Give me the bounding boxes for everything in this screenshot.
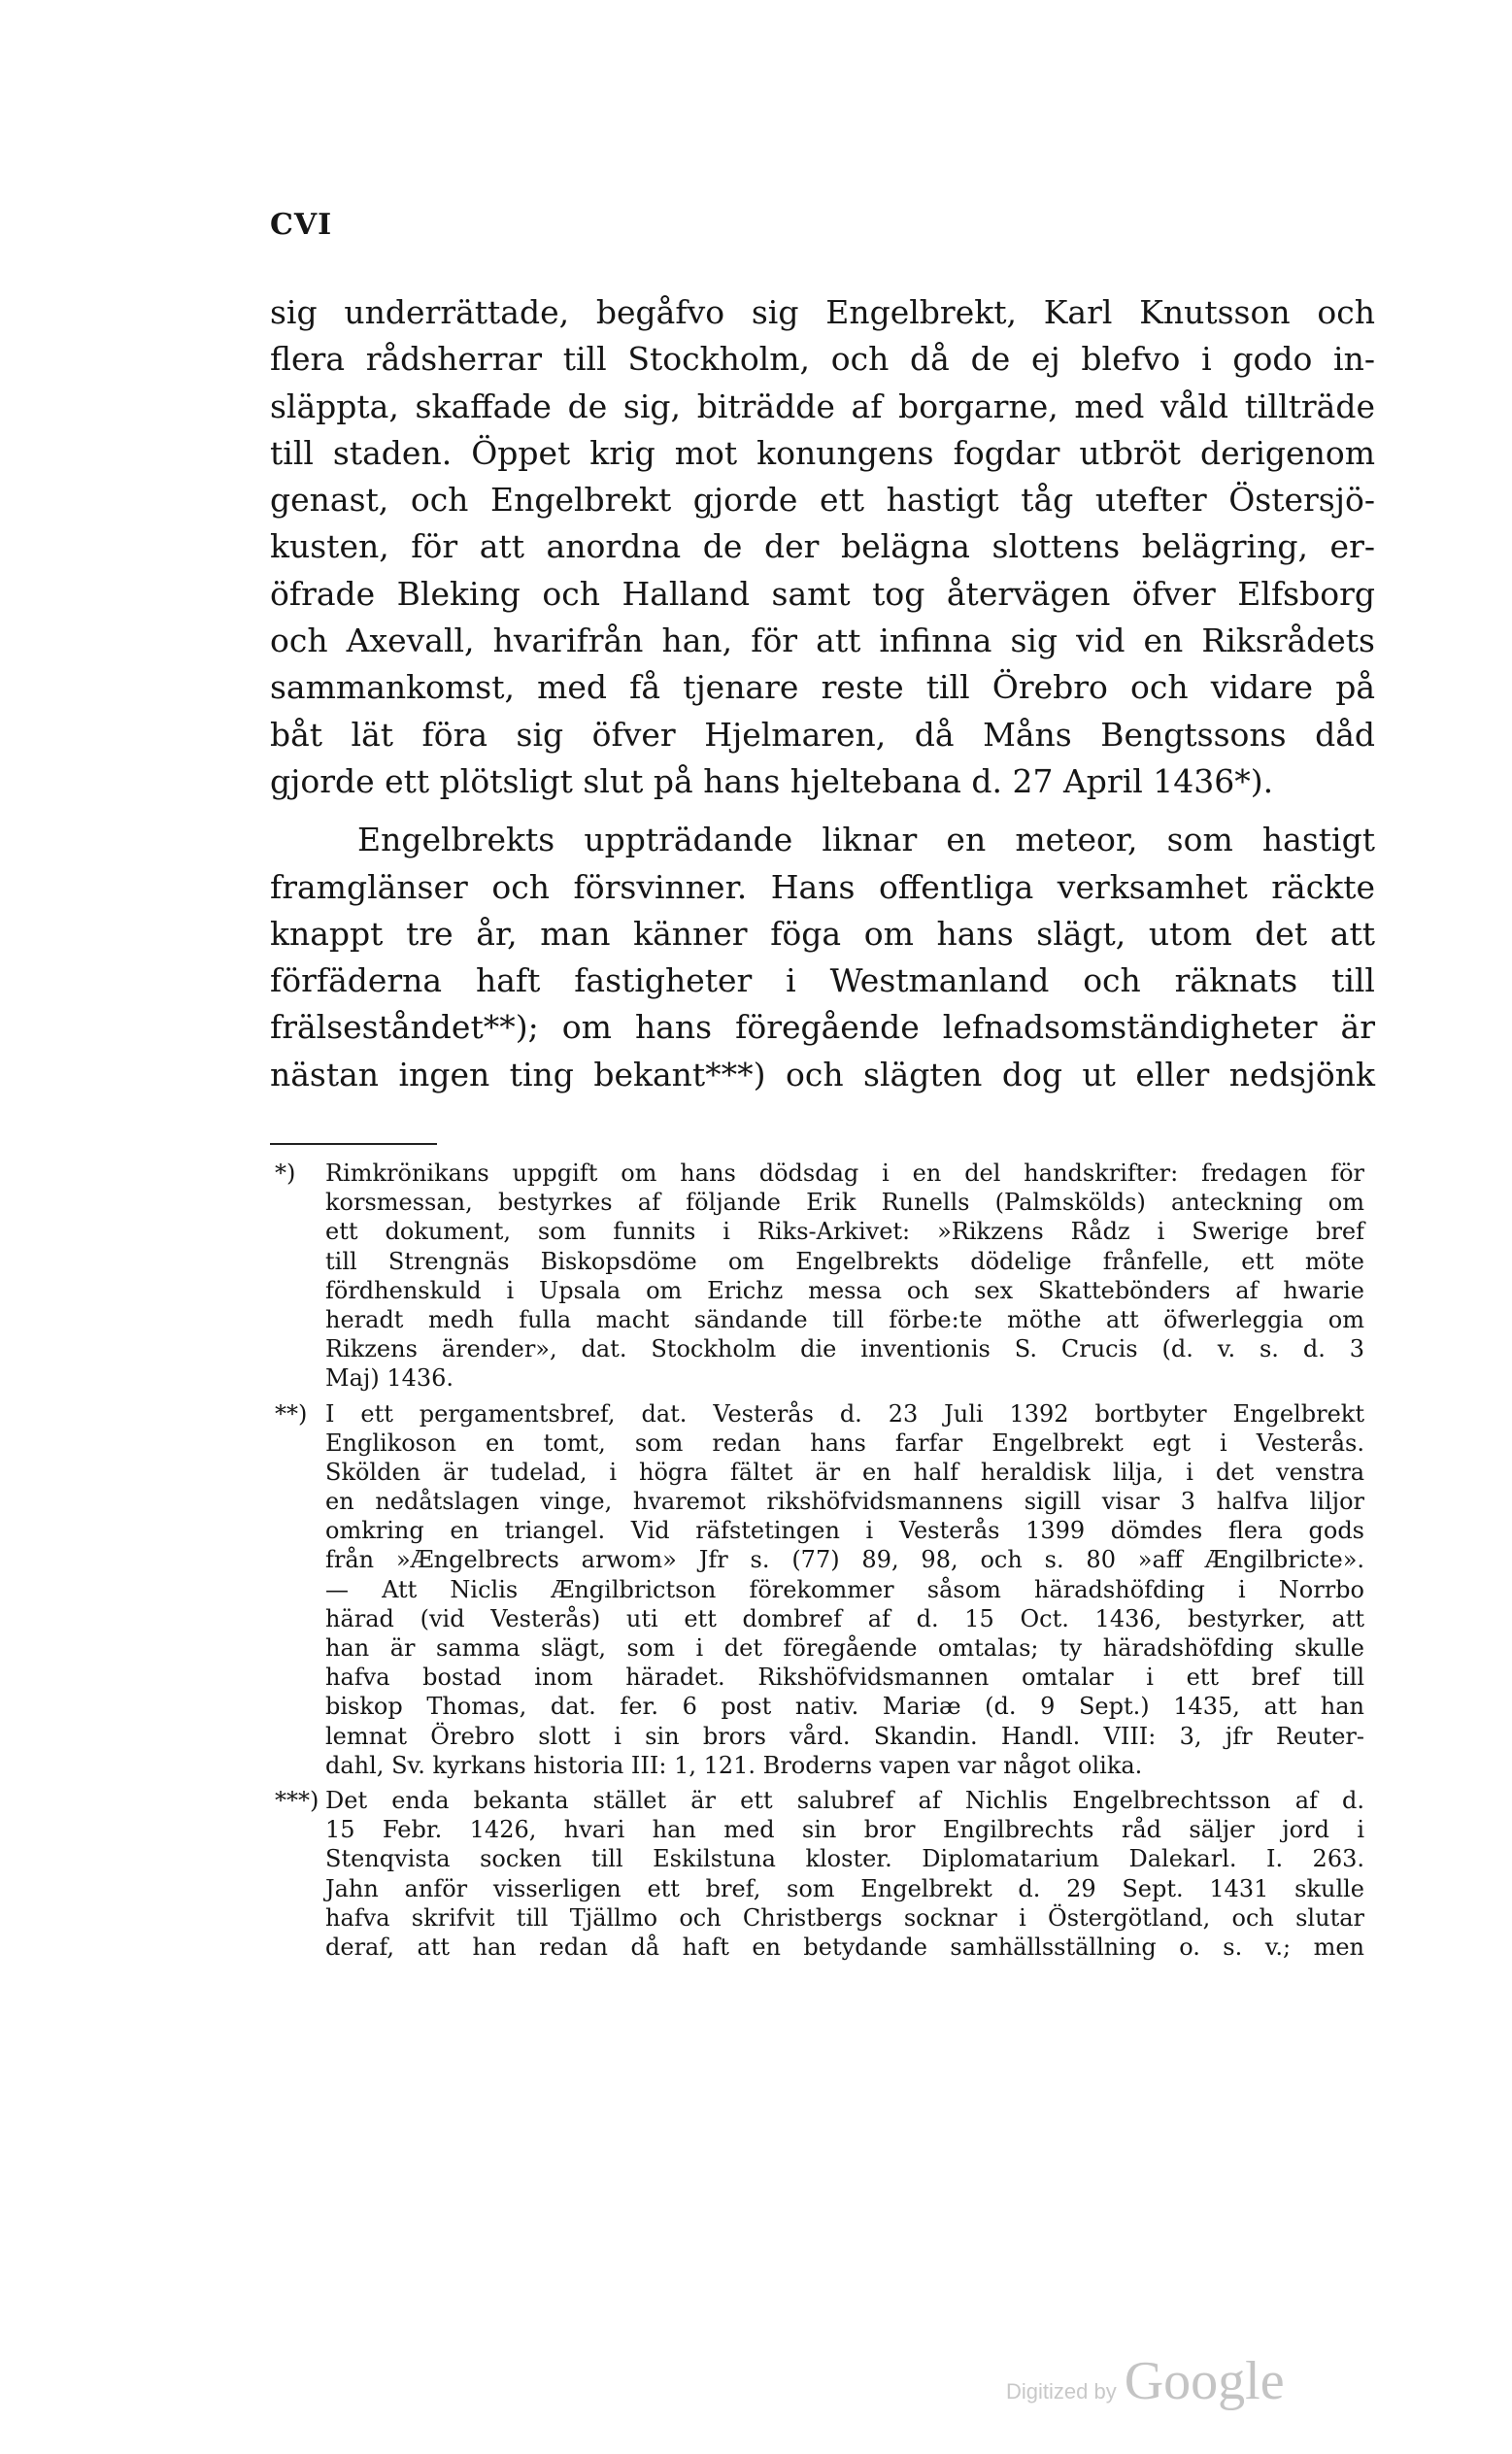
footnote-divider	[270, 1143, 437, 1145]
footnote-2	[275, 1399, 1364, 1780]
text-line: frälseståndet**); om hans föregående lefnadsomständigheter är	[270, 1008, 1375, 1047]
footnote-line: omkring en triangel. Vid räfstetingen i Vesterås 1399 dömdes flera gods	[325, 1517, 1364, 1545]
text-line: förfäderna haft fastigheter i Westmanland och räknats till	[270, 961, 1375, 1000]
text-line: kusten, för att anordna de der belägna slottens belägring, er-	[270, 527, 1375, 566]
text-line: genast, och Engelbrekt gjorde ett hastigt tåg utefter Östersjö-	[270, 481, 1375, 520]
text-line: Engelbrekts uppträdande liknar en meteor, som hastigt	[357, 821, 1375, 859]
text-line: gjorde ett plötsligt slut på hans hjeltebana d. 27 April 1436*).	[270, 761, 1274, 800]
footnote-line	[275, 1786, 1364, 1815]
footnote-line: fördhenskuld i Upsala om Erichz messa och sex Skattebönders af hwarie	[325, 1276, 1364, 1304]
text-line: släppta, skaffade de sig, biträdde af borgarne, med våld tillträde	[270, 387, 1375, 425]
footnote-line: till Strengnäs Biskopsdöme om Engelbrekts dödelige frånfelle, ett möte	[325, 1247, 1364, 1275]
footnote-marker: **)	[275, 1399, 308, 1428]
text-line: knappt tre år, man känner föga om hans slägt, utom det att	[270, 914, 1375, 953]
footnote-line: Englikoson en tomt, som redan hans farfar Engelbrekt egt i Vesterås.	[325, 1429, 1364, 1457]
footnote-1	[275, 1159, 1364, 1394]
text-line: sig underrättade, begåfvo sig Engelbrekt, Karl Knutsson och	[270, 293, 1375, 331]
paragraph-gap	[270, 805, 1375, 817]
footnotes	[275, 1159, 1364, 1967]
footnote-line: en nedåtslagen vinge, hvaremot rikshöfvidsmannens sigill visar 3 halfva liljor	[325, 1488, 1364, 1516]
footnote-line: Rikzens ärender», dat. Stockholm die inventionis S. Crucis (d. v. s. d. 3	[325, 1335, 1364, 1363]
footnote-marker: *)	[275, 1160, 296, 1187]
footnote-line: — Att Niclis Ængilbrictson förekommer såsom häradshöfding i Norrbo	[325, 1575, 1364, 1603]
main-text	[270, 289, 1375, 1098]
footnote-line: han är samma slägt, som i det föregående omtalas; ty häradshöfding skulle	[325, 1634, 1364, 1662]
footnote-line: hafva skrifvit till Tjällmo och Christbergs socknar i Östergötland, och slutar	[325, 1903, 1364, 1932]
footnote-line: dahl, Sv. kyrkans historia III: 1, 121. Broderns vapen var något olika.	[325, 1751, 1143, 1779]
footnote-line: heradt medh fulla macht sändande till förbe:te möthe att öfwerleggia om	[325, 1305, 1364, 1333]
paragraph-1	[270, 289, 1375, 805]
footnote-line: Skölden är tudelad, i högra fältet är en half heraldisk lilja, i det venstra	[325, 1458, 1364, 1486]
footnote-3	[275, 1786, 1364, 1962]
footnote-line	[275, 1159, 1364, 1188]
watermark-prefix: Digitized by	[1006, 2379, 1117, 2404]
text-line: till staden. Öppet krig mot konungens fogdar utbröt derigenom	[270, 433, 1375, 472]
footnote-line: hafva bostad inom häradet. Rikshöfvidsmannen omtalar i ett bref till	[325, 1664, 1364, 1692]
text-line: flera rådsherrar till Stockholm, och då de ej blefvo i godo in-	[270, 340, 1375, 379]
footnote-line	[275, 1399, 1364, 1429]
footnote-line: ett dokument, som funnits i Riks-Arkivet: »Rikzens Rådz i Swerige bref	[325, 1218, 1364, 1246]
footnote-marker: ***)	[275, 1786, 319, 1814]
footnote-line: Maj) 1436.	[325, 1364, 454, 1393]
text-line: båt lät föra sig öfver Hjelmaren, då Måns Bengtssons dåd	[270, 715, 1375, 754]
text-line: nästan ingen ting bekant***) och slägten dog ut eller nedsjönk	[270, 1055, 1375, 1093]
text-line: öfrade Bleking och Halland samt tog återvägen öfver Elfsborg	[270, 574, 1375, 613]
paragraph-2	[270, 817, 1375, 1098]
footnote-line: Stenqvista socken till Eskilstuna kloster. Diplomatarium Dalekarl. I. 263.	[325, 1845, 1364, 1873]
footnote-text: I ett pergamentsbref, dat. Vesterås d. 23 Juli 1392 bortbyter Engelbrekt	[325, 1399, 1364, 1428]
text-line: och Axevall, hvarifrån han, för att infinna sig vid en Riksrådets	[270, 622, 1375, 660]
footnote-line: deraf, att han redan då haft en betydande samhällsställning o. s. v.; men	[325, 1933, 1364, 1961]
footnote-text: Det enda bekanta stället är ett salubref af Nichlis Engelbrechtsson af d.	[325, 1786, 1364, 1814]
footnote-line: lemnat Örebro slott i sin brors vård. Skandin. Handl. VIII: 3, jfr Reuter-	[325, 1722, 1364, 1750]
google-logo: Google	[1124, 2351, 1285, 2411]
footnote-line: härad (vid Vesterås) uti ett dombref af d. 15 Oct. 1436, bestyrker, att	[325, 1604, 1364, 1632]
footnote-line: från »Ængelbrects arwom» Jfr s. (77) 89, 98, och s. 80 »aff Ængilbricte».	[325, 1546, 1364, 1574]
footnote-text: Rimkrönikans uppgift om hans dödsdag i en del handskrifter: fredagen för	[325, 1160, 1364, 1187]
text-line: sammankomst, med få tjenare reste till Örebro och vidare på	[270, 668, 1375, 707]
footnote-line: biskop Thomas, dat. fer. 6 post nativ. Mariæ (d. 9 Sept.) 1435, att han	[325, 1693, 1364, 1721]
footnote-line: korsmessan, bestyrkes af följande Erik Runells (Palmskölds) anteckning om	[325, 1189, 1364, 1217]
digitized-watermark	[1006, 2350, 1285, 2411]
footnote-line: Jahn anför visserligen ett bref, som Engelbrekt d. 29 Sept. 1431 skulle	[325, 1874, 1364, 1902]
page-number: CVI	[270, 208, 333, 242]
text-line: framglänser och försvinner. Hans offentliga verksamhet räckte	[270, 867, 1375, 906]
footnote-line: 15 Febr. 1426, hvari han med sin bror Engilbrechts råd säljer jord i	[325, 1816, 1364, 1844]
